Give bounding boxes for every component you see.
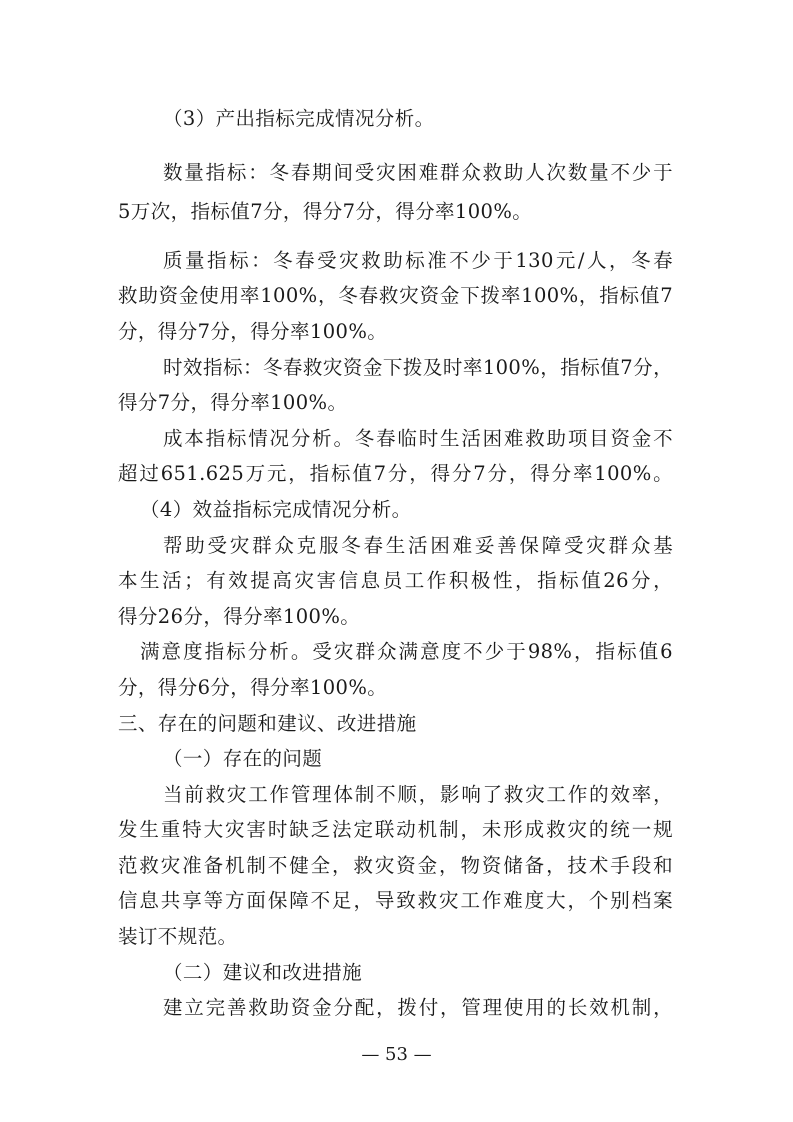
paragraph-line: 时效指标：冬春救灾资金下拨及时率100%，指标值7分， [163, 356, 673, 379]
paragraph-line: 质量指标：冬春受灾救助标准不少于130元/人，冬春 [163, 249, 673, 272]
paragraph-line: 救助资金使用率100%，冬春救灾资金下拨率100%，指标值7 [118, 284, 673, 307]
paragraph-line: 5万次，指标值7分，得分7分，得分率100%。 [118, 200, 533, 223]
paragraph-line: 得分26分，得分率100%。 [118, 605, 361, 628]
paragraph-line: 装订不规范。 [118, 925, 238, 948]
paragraph-line: 分，得分6分，得分率100%。 [118, 676, 388, 699]
heading-output-indicators: （3）产出指标完成情况分析。 [163, 107, 435, 130]
paragraph-line: 范救灾准备机制不健全，救灾资金，物资储备，技术手段和 [118, 854, 673, 877]
paragraph-line: 满意度指标分析。受灾群众满意度不少于98%，指标值6 [140, 640, 673, 663]
paragraph-line: 发生重特大灾害时缺乏法定联动机制，未形成救灾的统一规 [118, 818, 673, 841]
paragraph-line: 得分7分，得分率100%。 [118, 391, 348, 414]
paragraph-line: 分，得分7分，得分率100%。 [118, 320, 388, 343]
paragraph-line: 超过651.625万元，指标值7分，得分7分，得分率100%。 [118, 462, 673, 485]
heading-benefit-indicators: （4）效益指标完成情况分析。 [140, 498, 412, 521]
paragraph-line: 当前救灾工作管理体制不顺，影响了救灾工作的效率， [163, 783, 673, 806]
subheading-existing-problems: （一）存在的问题 [163, 747, 323, 770]
paragraph-line: 数量指标：冬春期间受灾困难群众救助人次数量不少于 [163, 161, 673, 184]
paragraph-line: 信息共享等方面保障不足，导致救灾工作难度大，个别档案 [118, 889, 673, 912]
paragraph-line: 本生活；有效提高灾害信息员工作积极性，指标值26分， [118, 569, 673, 592]
paragraph-line: 帮助受灾群众克服冬春生活困难妥善保障受灾群众基 [163, 534, 673, 557]
page-number: — 53 — [361, 1044, 432, 1065]
paragraph-line: 建立完善救助资金分配，拨付，管理使用的长效机制， [163, 996, 673, 1019]
paragraph-line: 成本指标情况分析。冬春临时生活困难救助项目资金不 [163, 427, 673, 450]
subheading-suggestions: （二）建议和改进措施 [163, 961, 363, 984]
section-heading-problems: 三、存在的问题和建议、改进措施 [118, 712, 417, 735]
